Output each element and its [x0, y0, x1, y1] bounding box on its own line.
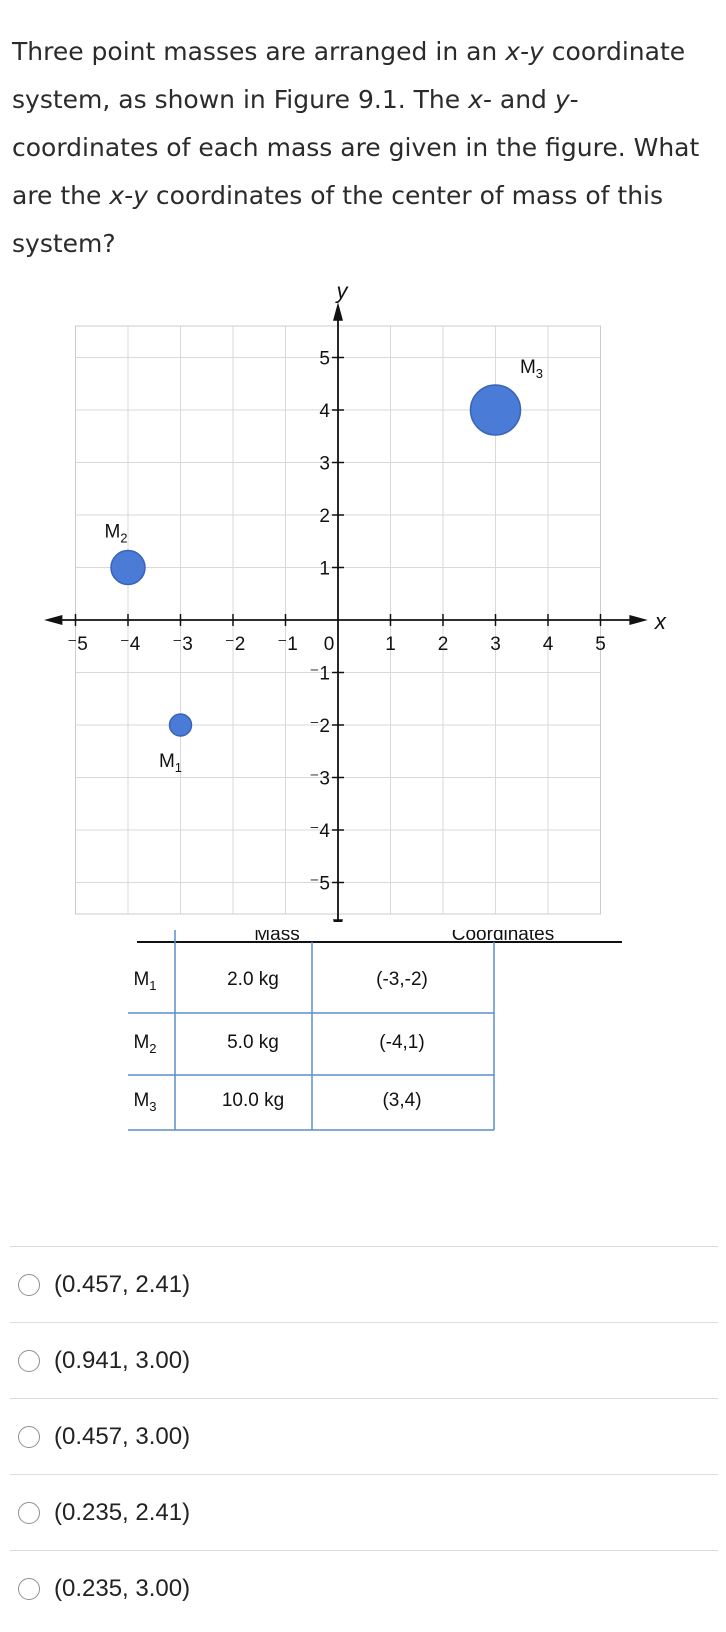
mass-point-m3	[471, 385, 521, 435]
mass-label-main: M	[158, 751, 175, 772]
mass-table-svg	[0, 930, 726, 1180]
x-tick-label: 3	[490, 634, 501, 655]
radio-button[interactable]	[18, 1274, 40, 1296]
answer-option-label[interactable]: (0.235, 3.00)	[54, 1574, 191, 1602]
table-cell-mass: 10.0 kg	[221, 1090, 285, 1111]
x-tick-label: ⁻4	[119, 634, 141, 655]
y-tick-label: ⁻5	[309, 873, 330, 895]
x-axis-label: x	[654, 609, 666, 634]
x-tick-label: 5	[595, 634, 606, 655]
figure-9-1-graph	[0, 282, 726, 922]
answer-option[interactable]	[10, 1475, 718, 1550]
mass-label-main: M	[519, 357, 536, 378]
table-cell-coordinates: (-4,1)	[379, 1032, 425, 1053]
x-tick-label: ⁻3	[172, 634, 193, 655]
y-axis-arrow-up	[333, 302, 343, 320]
answer-option-label[interactable]: (0.235, 2.41)	[54, 1498, 191, 1526]
y-tick-label: 4	[319, 401, 330, 422]
table-cell-name	[133, 1090, 156, 1114]
radio-button[interactable]	[18, 1350, 40, 1372]
table-header-coordinates: Coordinates	[451, 930, 555, 945]
question-text-part: coordinate system, as shown in Figure 9.1. The	[12, 37, 686, 114]
y-axis-arrow-down	[333, 919, 343, 922]
table-cell-name-sub: 1	[149, 978, 157, 993]
table-cell-name-sub: 2	[149, 1041, 157, 1056]
y-tick-label: 1	[319, 558, 330, 580]
answer-option-label[interactable]: (0.457, 2.41)	[54, 1270, 191, 1298]
question-text-part: x-	[468, 85, 492, 114]
table-cell-name-sub: 3	[149, 1099, 157, 1114]
mass-point-m2	[111, 551, 145, 585]
table-cell-coordinates: (-3,-2)	[376, 969, 428, 990]
answer-options	[10, 1246, 718, 1626]
answer-option[interactable]	[10, 1323, 718, 1398]
table-cell-name-main: M	[133, 1090, 150, 1111]
y-tick-label: ⁻2	[309, 716, 330, 737]
x-tick-label: ⁻5	[67, 634, 88, 655]
x-axis-arrow-left	[44, 615, 62, 625]
table-cell-name	[133, 969, 156, 993]
y-tick-label: 5	[319, 348, 330, 370]
table-cell-coordinates: (3,4)	[382, 1090, 422, 1111]
y-axis-label: y	[336, 282, 348, 304]
table-cell-name-main: M	[133, 969, 150, 990]
question-text-part: x-y	[505, 37, 544, 66]
answer-option-label[interactable]: (0.941, 3.00)	[54, 1346, 191, 1374]
mass-table	[0, 930, 726, 1180]
question-text-part: coordinates of the center of mass of this system?	[12, 181, 664, 258]
table-cell-mass: 2.0 kg	[227, 969, 279, 990]
y-tick-label: ⁻1	[309, 663, 330, 685]
x-tick-label: 1	[385, 634, 396, 655]
mass-label-main: M	[104, 521, 121, 543]
mass-label-m3	[520, 357, 543, 381]
x-tick-label: ⁻2	[224, 634, 246, 655]
x-tick-label: 2	[437, 634, 449, 655]
mass-label-sub: 2	[120, 530, 128, 546]
radio-button[interactable]	[18, 1578, 40, 1600]
y-tick-label: ⁻3	[309, 768, 330, 790]
answer-option[interactable]	[10, 1399, 718, 1474]
radio-button[interactable]	[18, 1502, 40, 1524]
mass-label-m2	[104, 522, 127, 546]
y-tick-label: 2	[319, 506, 330, 527]
table-cell-mass: 5.0 kg	[227, 1032, 279, 1053]
mass-label-sub: 1	[174, 760, 183, 775]
question-text-part: x-y	[109, 181, 148, 210]
x-tick-label: 0	[323, 634, 335, 655]
x-tick-label: 4	[542, 634, 554, 655]
question-text-part: -coordinates of each mass are given in the figure. What are the	[12, 85, 700, 210]
radio-button[interactable]	[18, 1426, 40, 1448]
question-text-part: y	[554, 85, 570, 114]
x-tick-label: ⁻1	[277, 634, 298, 655]
question-text-part: Three point masses are arranged in an	[12, 37, 506, 66]
coordinate-graph	[0, 282, 726, 922]
answer-option[interactable]	[10, 1247, 718, 1322]
y-tick-label: ⁻4	[309, 821, 330, 842]
table-header-mass: Mass	[254, 930, 300, 945]
question-text-part: and	[491, 85, 555, 114]
mass-label-m1	[159, 751, 182, 775]
answer-option-label[interactable]: (0.457, 3.00)	[54, 1422, 191, 1450]
table-cell-name-main: M	[133, 1032, 150, 1053]
mass-label-sub: 3	[535, 366, 544, 381]
question-text	[12, 28, 712, 268]
mass-point-m1	[170, 714, 192, 736]
y-tick-label: 3	[319, 453, 330, 475]
answer-option[interactable]	[10, 1551, 718, 1626]
x-axis-arrow-right	[629, 615, 647, 625]
table-cell-name	[133, 1032, 156, 1056]
